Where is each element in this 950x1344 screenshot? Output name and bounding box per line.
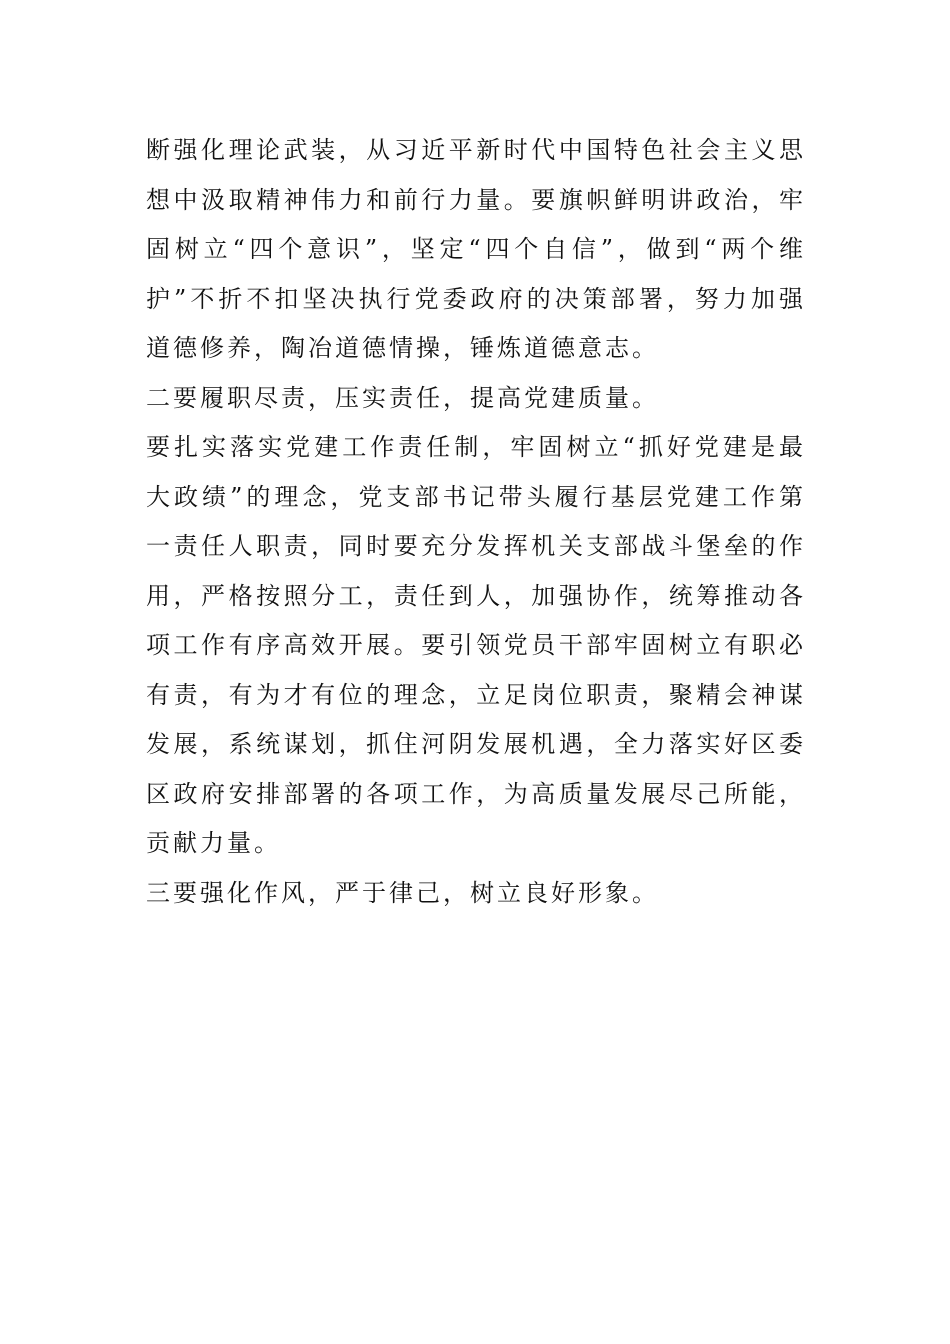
paragraph-party-building: 要扎实落实党建工作责任制，牢固树立“抓好党建是最大政绩”的理念，党支部书记带头履行基层党建工作第一责任人职责，同时要充分发挥机关支部战斗堡垒的作用，严格按照分工，责任到人，加强协作，统筹推动各项工作有序高效开展。要引领党员干部牢固树立有职必有责，有为才有位的理念，立足岗位职责，聚精会神谋发展，系统谋划，抓住河阴发展机遇，全力落实好区委区政府安排部署的各项工作，为高质量发展尽己所能，贡献力量。: [146, 433, 806, 857]
section-heading-duty: 二要履职尽责，压实责任，提高党建质量。: [146, 383, 659, 412]
section-heading-conduct: 三要强化作风，严于律己，树立良好形象。: [146, 878, 659, 907]
document-body: [146, 126, 806, 918]
paragraph-theory-study: 断强化理论武装，从习近平新时代中国特色社会主义思想中汲取精神伟力和前行力量。要旗帜鲜明讲政治，牢固树立“四个意识”，坚定“四个自信”，做到“两个维护”不折不扣坚决执行党委政府的决策部署，努力加强道德修养，陶冶道德情操，锤炼道德意志。: [146, 136, 806, 362]
